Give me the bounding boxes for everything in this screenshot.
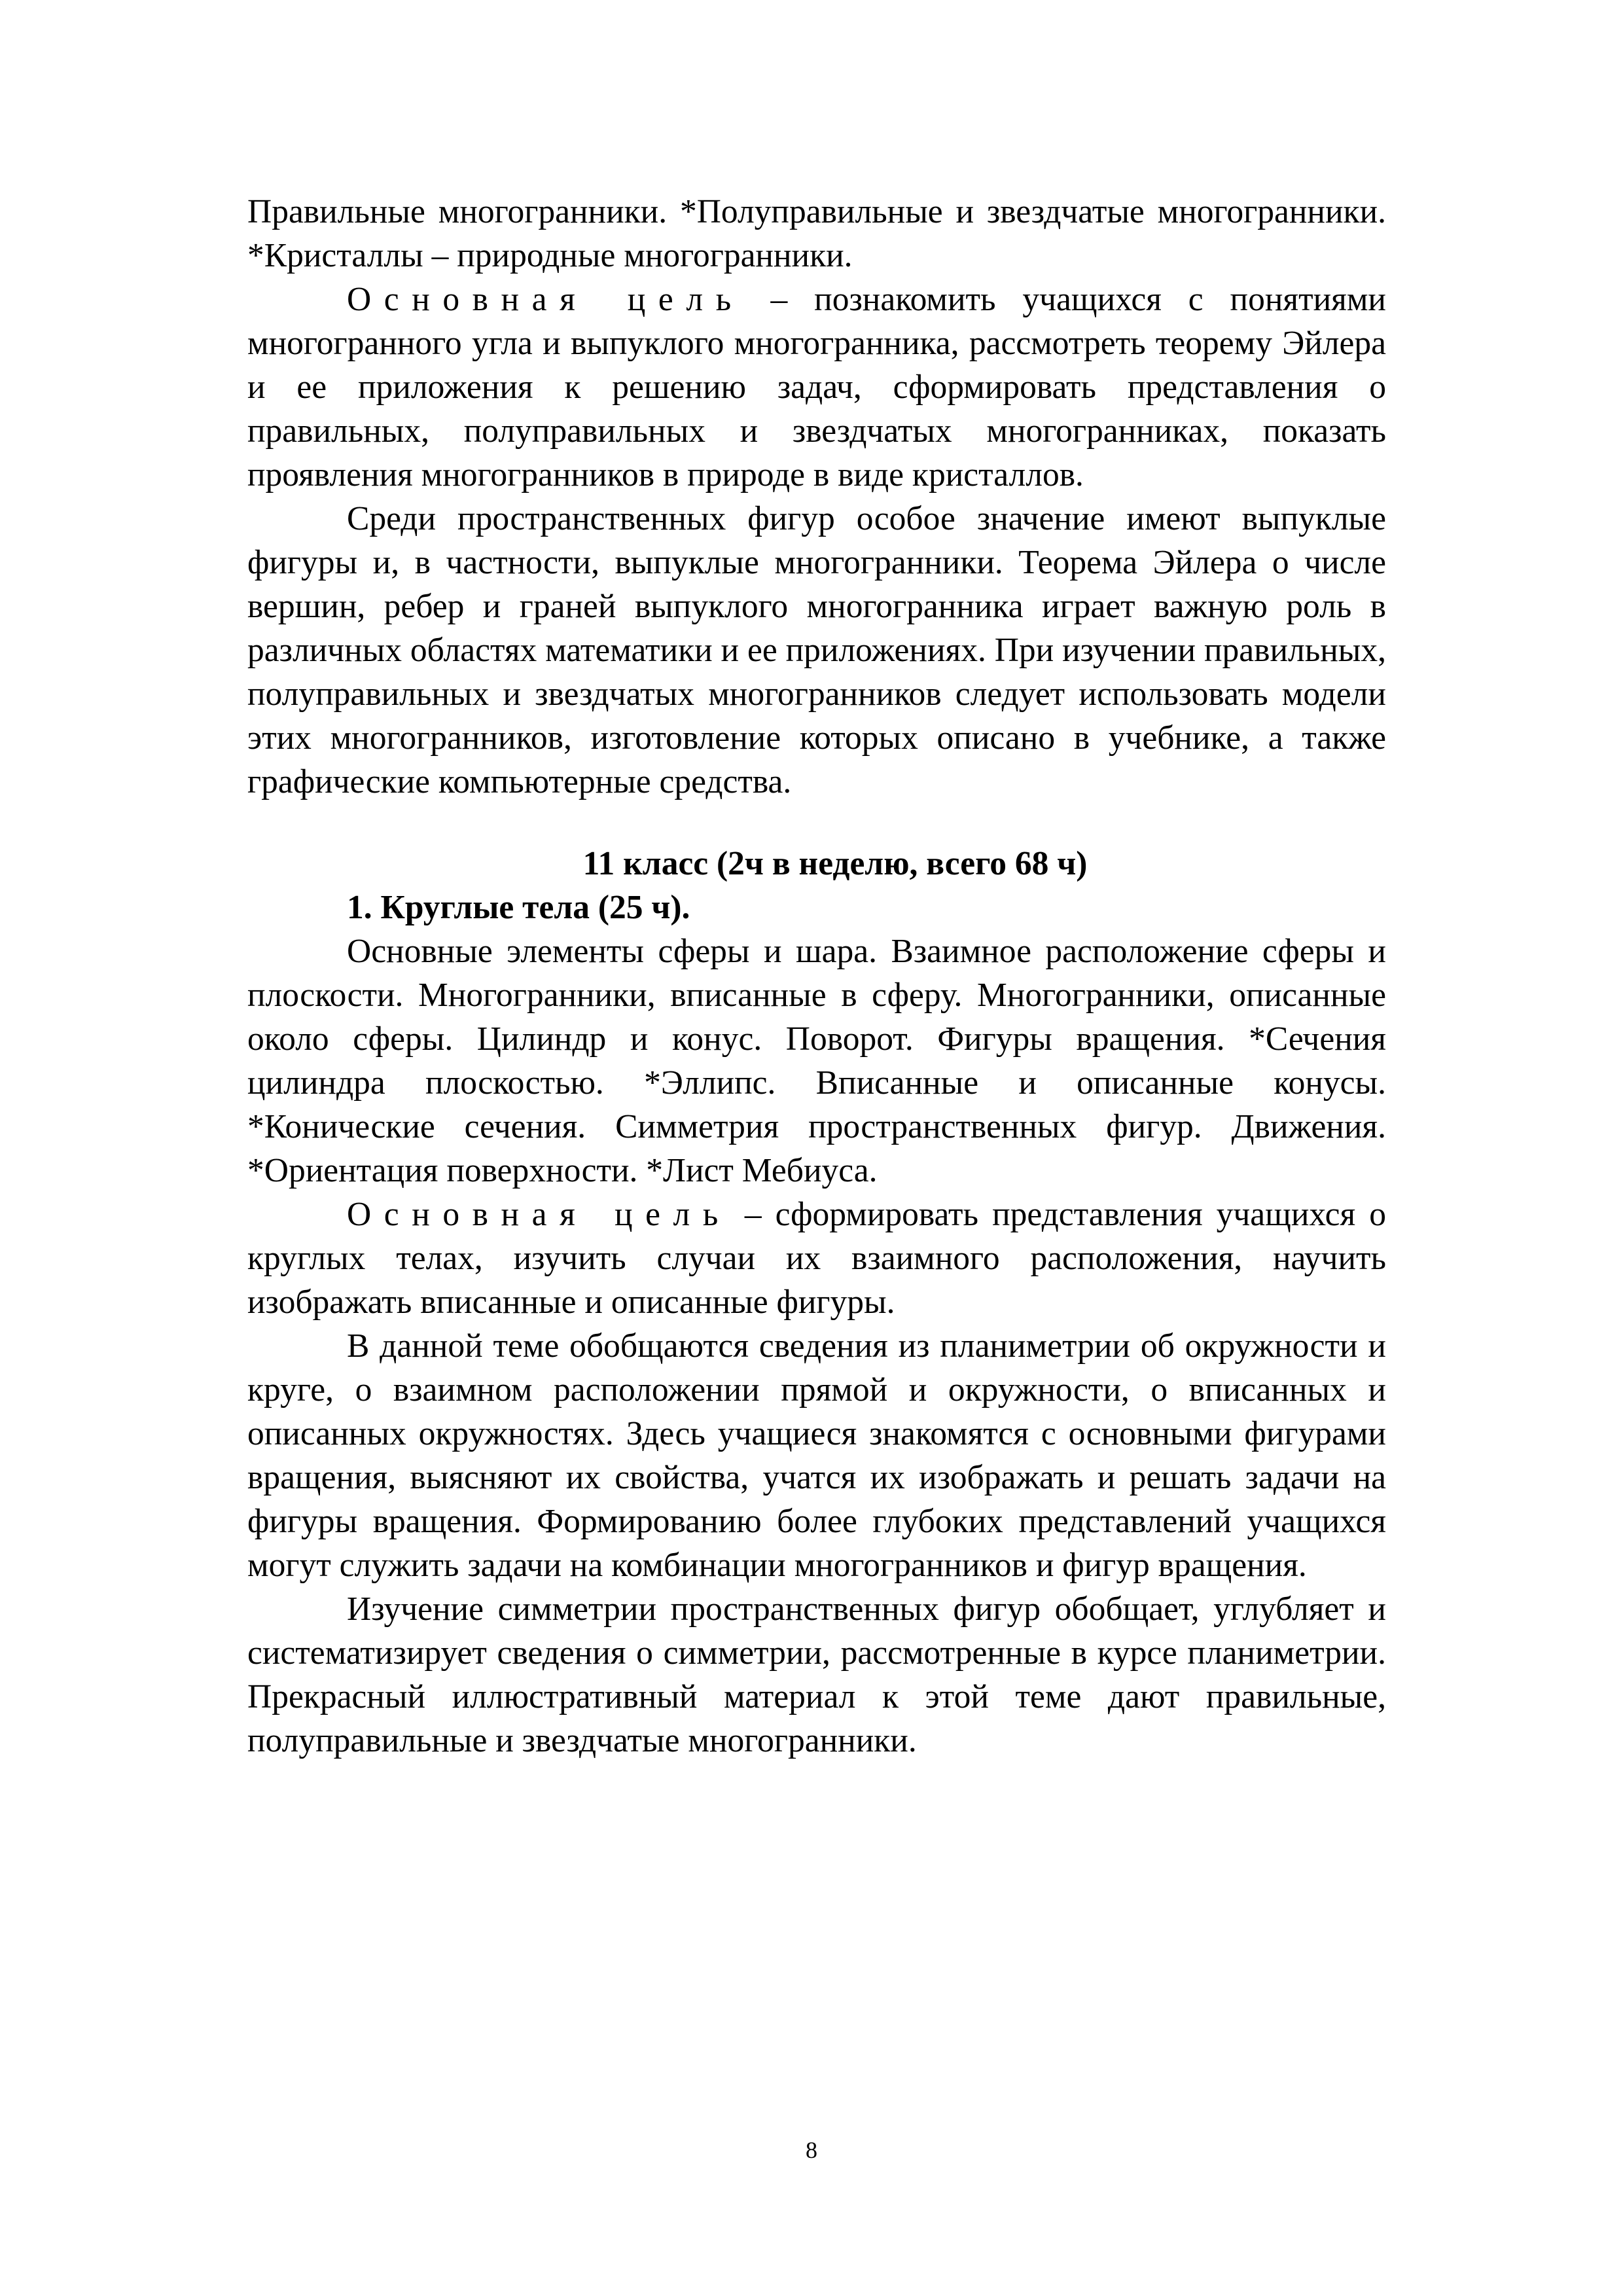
convex-figures-paragraph: Среди пространственных фигур особое значение имеют выпуклые фигуры и, в частности, выпуклые многогранники. Теорема Эйлера о числе вершин, ребер и граней выпуклого многогранника играет важную роль в различных областях математики и ее приложениях. При изучении правильных, полуправильных и звездчатых многогранников следует использовать модели этих многогранников, изготовление которых описано в учебнике, а также графические компьютерные средства.: [247, 500, 1386, 800]
symmetry-paragraph: Изучение симметрии пространственных фигур обобщает, углубляет и систематизирует сведения о симметрии, рассмотренные в курсе планиметрии. Прекрасный иллюстративный материал к этой теме дают правильные, полуправильные и звездчатые многогранники.: [247, 1590, 1386, 1759]
spacer: [247, 804, 1386, 842]
grade-heading: 11 класс (2ч в неделю, всего 68 ч): [582, 845, 1088, 882]
goal-paragraph-2: [247, 1193, 1386, 1324]
topics-paragraph: Основные элементы сферы и шара. Взаимное расположение сферы и плоскости. Многогранники, вписанные в сферу. Многогранники, описанные около сферы. Цилиндр и конус. Поворот. Фигуры вращения. *Сечения цилиндра плоскостью. *Эллипс. Вписанные и описанные конусы. *Конические сечения. Симметрия пространственных фигур. Движения. *Ориентация поверхности. *Лист Мебиуса.: [247, 933, 1386, 1189]
goal-text-1: – познакомить учащихся с понятиями многогранного угла и выпуклого многогранника, рассмотреть теорему Эйлера и ее приложения к решению задач, сформировать представления о правильных, полуправильных и звездчатых многогранниках, показать проявления многогранников в природе в виде кристаллов.: [247, 281, 1386, 493]
generalization-paragraph: В данной теме обобщаются сведения из планиметрии об окружности и круге, о взаимном расположении прямой и окружности, о вписанных и описанных окружностях. Здесь учащиеся знакомятся с основными фигурами вращения, выясняют их свойства, учатся их изображать и решать задачи на фигуры вращения. Формированию более глубоких представлений учащихся могут служить задачи на комбинации многогранников и фигур вращения.: [247, 1327, 1386, 1584]
goal-label-2: Основная цель: [347, 1196, 731, 1233]
section-heading: 1. Круглые тела (25 ч).: [347, 889, 690, 926]
intro-paragraph: Правильные многогранники. *Полуправильные и звездчатые многогранники. *Кристаллы – природные многогранники.: [247, 193, 1386, 274]
goal-text-2: – сформировать представления учащихся о круглых телах, изучить случаи их взаимного расположения, научить изображать вписанные и описанные фигуры.: [247, 1196, 1386, 1321]
page-number: 8: [806, 2137, 817, 2163]
document-page: [247, 190, 1386, 1763]
goal-paragraph-1: [247, 278, 1386, 497]
goal-label-1: Основная цель: [347, 281, 744, 318]
